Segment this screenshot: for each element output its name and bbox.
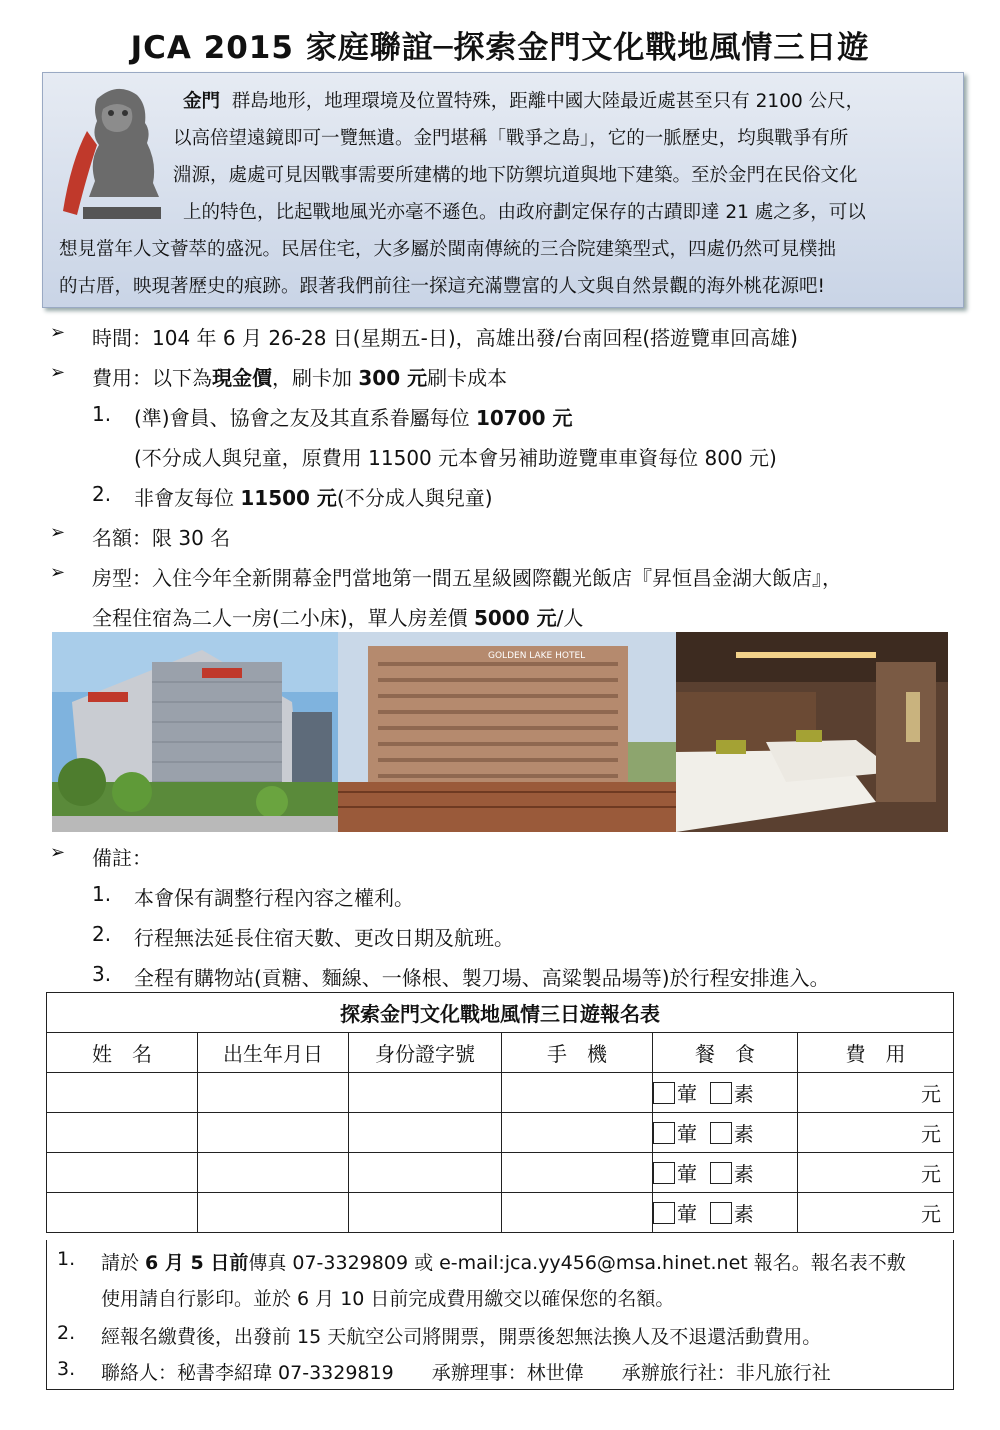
id-field[interactable]: [349, 1113, 502, 1153]
note-number: 2.: [57, 1322, 76, 1344]
hotel-exterior-photo-2: [338, 632, 676, 832]
table-row: [47, 1153, 954, 1193]
registration-form: [46, 992, 954, 1233]
bullet-icon: ➢: [50, 562, 66, 583]
col-header-id: 身份證字號: [349, 1033, 502, 1073]
fee-field[interactable]: 元: [798, 1193, 954, 1233]
meal-choice: 葷 素: [653, 1153, 798, 1193]
col-header-birthdate: 出生年月日: [198, 1033, 349, 1073]
meat-checkbox[interactable]: [653, 1202, 675, 1224]
hotel-photos: [52, 632, 948, 832]
intro-line: 群島地形，地理環境及位置特殊，距離中國大陸最近處甚至只有 2100 公尺，: [231, 91, 865, 112]
intro-lead: 金門: [183, 91, 221, 112]
contact-line: 聯絡人：秘書李紹瑋 07-3329819 承辦理事：林世偉 承辦旅行社：非凡旅行社: [101, 1362, 831, 1384]
veg-checkbox[interactable]: [710, 1202, 732, 1224]
intro-line: 的古厝，映現著歷史的痕跡。跟著我們前往一探這充滿豐富的人文與自然景觀的海外桃花源吧!: [59, 276, 825, 297]
form-title: 探索金門文化戰地風情三日遊報名表: [47, 993, 954, 1033]
fee-field[interactable]: 元: [798, 1153, 954, 1193]
intro-line: 上的特色，比起戰地風光亦毫不遜色。由政府劃定保存的古蹟即達 21 處之多，可以: [183, 202, 866, 223]
birthdate-field[interactable]: [198, 1073, 349, 1113]
birthdate-field[interactable]: [198, 1113, 349, 1153]
note-text: 使用請自行影印。並於 6 月 10 日前完成費用繳交以確保您的名額。: [101, 1288, 675, 1310]
mobile-field[interactable]: [502, 1113, 653, 1153]
mobile-field[interactable]: [502, 1153, 653, 1193]
note-number: 1.: [57, 1248, 76, 1270]
page-title: JCA 2015 家庭聯誼─探索金門文化戰地風情三日遊: [130, 30, 870, 66]
hotel-exterior-photo-1: [52, 632, 338, 832]
name-field[interactable]: [47, 1073, 198, 1113]
id-field[interactable]: [349, 1073, 502, 1113]
bullet-icon: ➢: [50, 322, 66, 343]
hotel-sign: GOLDEN LAKE HOTEL: [488, 651, 586, 661]
bullet-icon: ➢: [50, 522, 66, 543]
col-header-mobile: 手 機: [502, 1033, 653, 1073]
table-row: [47, 1113, 954, 1153]
intro-text: [53, 83, 955, 305]
intro-line: 以高倍望遠鏡即可一覽無遺。金門堪稱「戰爭之島」，它的一脈歷史，均與戰爭有所: [173, 128, 849, 149]
mobile-field[interactable]: [502, 1193, 653, 1233]
meat-checkbox[interactable]: [653, 1082, 675, 1104]
meat-checkbox[interactable]: [653, 1162, 675, 1184]
veg-checkbox[interactable]: [710, 1082, 732, 1104]
birthdate-field[interactable]: [198, 1193, 349, 1233]
name-field[interactable]: [47, 1153, 198, 1193]
col-header-meal: 餐 食: [653, 1033, 798, 1073]
col-header-name: 姓 名: [47, 1033, 198, 1073]
meal-choice: 葷 素: [653, 1113, 798, 1153]
name-field[interactable]: [47, 1113, 198, 1153]
id-field[interactable]: [349, 1153, 502, 1193]
meat-checkbox[interactable]: [653, 1122, 675, 1144]
birthdate-field[interactable]: [198, 1153, 349, 1193]
bullet-icon: ➢: [50, 362, 66, 383]
intro-line: 想見當年人文薈萃的盛況。民居住宅，大多屬於閩南傳統的三合院建築型式，四處仍然可見樸拙: [59, 239, 837, 260]
table-row: [47, 1193, 954, 1233]
note-text: 經報名繳費後，出發前 15 天航空公司將開票，開票後恕無法換人及不退還活動費用。: [101, 1326, 822, 1348]
mobile-field[interactable]: [502, 1073, 653, 1113]
name-field[interactable]: [47, 1193, 198, 1233]
veg-checkbox[interactable]: [710, 1162, 732, 1184]
col-header-fee: 費 用: [798, 1033, 954, 1073]
fee-field[interactable]: 元: [798, 1073, 954, 1113]
intro-box: [42, 72, 964, 308]
table-row: [47, 1073, 954, 1113]
meal-choice: 葷 素: [653, 1073, 798, 1113]
note-text: 請於 6 月 5 日前傳真 07-3329809 或 e-mail:jca.yy456@msa.hinet.net 報名。報名表不敷: [101, 1252, 906, 1274]
fee-field[interactable]: 元: [798, 1113, 954, 1153]
form-notes: [46, 1240, 954, 1390]
note-number: 3.: [57, 1358, 76, 1380]
intro-line: 淵源，處處可見因戰事需要所建構的地下防禦坑道與地下建築。至於金門在民俗文化: [173, 165, 858, 186]
veg-checkbox[interactable]: [710, 1122, 732, 1144]
id-field[interactable]: [349, 1193, 502, 1233]
hotel-room-photo: [676, 632, 948, 832]
bullet-icon: ➢: [50, 842, 66, 863]
meal-choice: 葷 素: [653, 1193, 798, 1233]
